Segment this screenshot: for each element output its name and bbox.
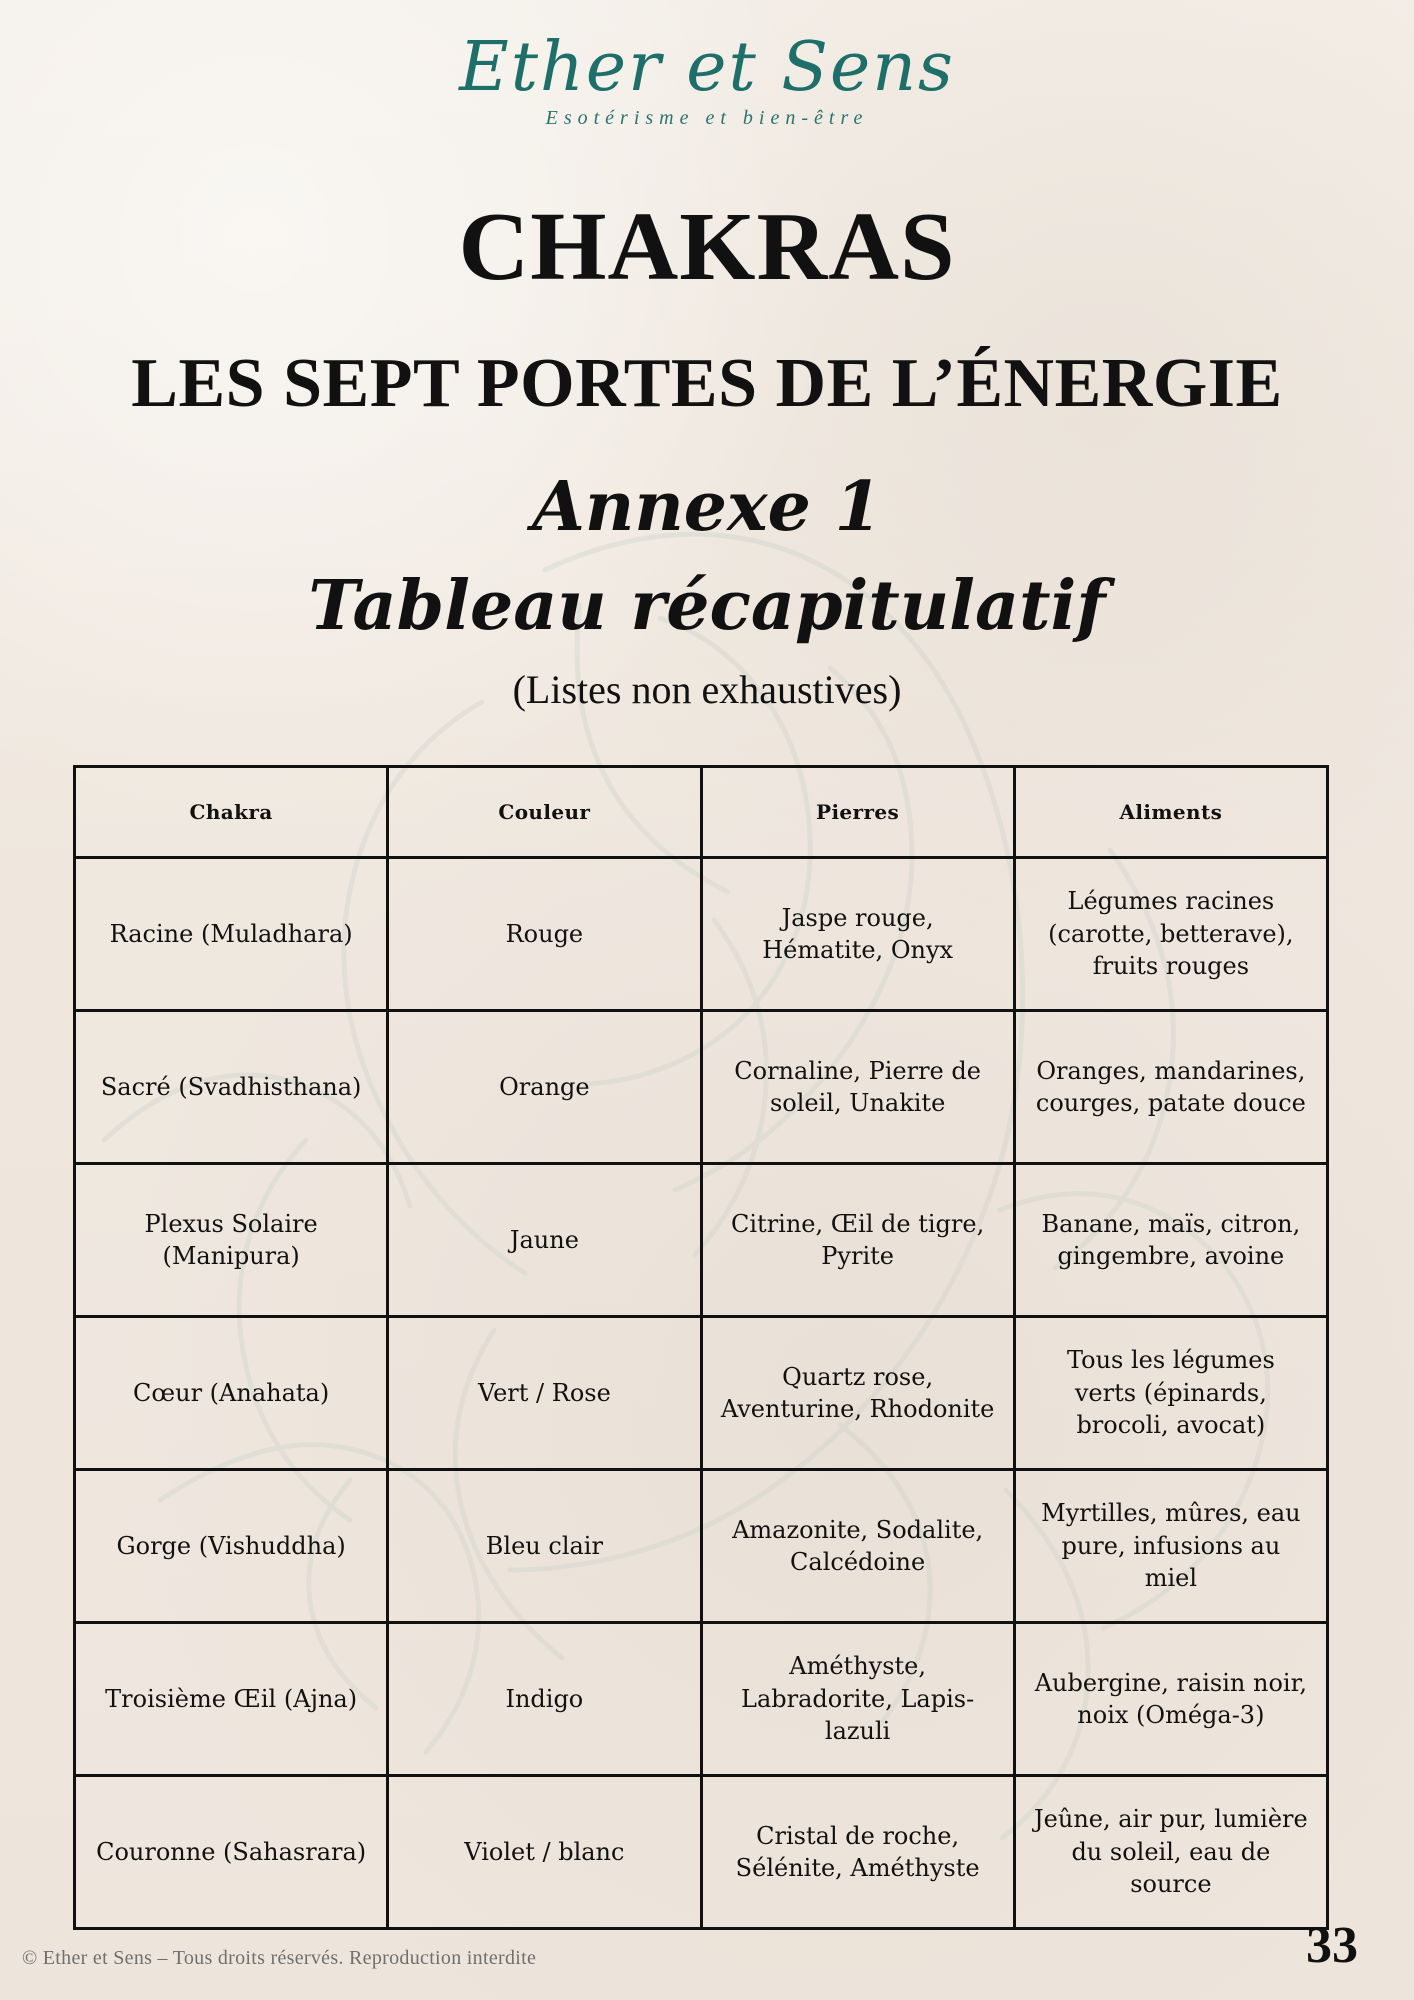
stones-cell: Amazonite, Sodalite, Calcédoine — [701, 1470, 1014, 1623]
table-row — [75, 858, 1328, 1011]
table-row — [75, 1011, 1328, 1164]
foods-cell: Jeûne, air pur, lumière du soleil, eau de source — [1014, 1776, 1327, 1929]
page-subtitle: LES SEPT PORTES DE L’ÉNERGIE — [131, 345, 1283, 422]
page-number: 33 — [1306, 1917, 1358, 1974]
color-cell: Indigo — [388, 1623, 701, 1776]
chakra-cell: Couronne (Sahasrara) — [75, 1776, 388, 1929]
summary-table — [73, 765, 1329, 1930]
color-cell: Violet / blanc — [388, 1776, 701, 1929]
chakra-cell: Sacré (Svadhisthana) — [75, 1011, 388, 1164]
foods-cell: Tous les légumes verts (épinards, brocoli, avocat) — [1014, 1317, 1327, 1470]
stones-cell: Cristal de roche, Sélénite, Améthyste — [701, 1776, 1014, 1929]
foods-cell: Oranges, mandarines, courges, patate douce — [1014, 1011, 1327, 1164]
chakra-cell: Plexus Solaire (Manipura) — [75, 1164, 388, 1317]
foods-cell: Myrtilles, mûres, eau pure, infusions au miel — [1014, 1470, 1327, 1623]
header-aliments: Aliments — [1014, 767, 1327, 858]
summary-table-wrapper — [73, 765, 1329, 1907]
table-row — [75, 1776, 1328, 1929]
chakra-cell: Gorge (Vishuddha) — [75, 1470, 388, 1623]
color-cell: Rouge — [388, 858, 701, 1011]
foods-cell: Aubergine, raisin noir, noix (Oméga-3) — [1014, 1623, 1327, 1776]
chakra-cell: Cœur (Anahata) — [75, 1317, 388, 1470]
chakra-cell: Racine (Muladhara) — [75, 858, 388, 1011]
brand-header — [0, 28, 1414, 129]
brand-title: Ether et Sens — [459, 28, 955, 107]
brand-subtitle: Esotérisme et bien-être — [545, 107, 869, 129]
stones-cell: Jaspe rouge, Hématite, Onyx — [701, 858, 1014, 1011]
header-pierres: Pierres — [701, 767, 1014, 858]
color-cell: Bleu clair — [388, 1470, 701, 1623]
color-cell: Jaune — [388, 1164, 701, 1317]
color-cell: Vert / Rose — [388, 1317, 701, 1470]
annex-title: Annexe 1 — [532, 467, 882, 547]
stones-cell: Améthyste, Labradorite, Lapis-lazuli — [701, 1623, 1014, 1776]
foods-cell: Légumes racines (carotte, betterave), fruits rouges — [1014, 858, 1327, 1011]
stones-cell: Cornaline, Pierre de soleil, Unakite — [701, 1011, 1014, 1164]
foods-cell: Banane, maïs, citron, gingembre, avoine — [1014, 1164, 1327, 1317]
header-couleur: Couleur — [388, 767, 701, 858]
annex-subtitle: Tableau récapitulatif — [308, 566, 1106, 646]
color-cell: Orange — [388, 1011, 701, 1164]
table-row — [75, 1317, 1328, 1470]
chakra-cell: Troisième Œil (Ajna) — [75, 1623, 388, 1776]
copyright-footer: © Ether et Sens – Tous droits réservés. Reproduction interdite — [22, 1947, 537, 1969]
table-row — [75, 1164, 1328, 1317]
page-title: CHAKRAS — [458, 193, 956, 301]
table-row — [75, 1470, 1328, 1623]
stones-cell: Quartz rose, Aventurine, Rhodonite — [701, 1317, 1014, 1470]
table-header-row — [75, 767, 1328, 858]
stones-cell: Citrine, Œil de tigre, Pyrite — [701, 1164, 1014, 1317]
annex-note: (Listes non exhaustives) — [512, 667, 902, 712]
table-row — [75, 1623, 1328, 1776]
header-chakra: Chakra — [75, 767, 388, 858]
